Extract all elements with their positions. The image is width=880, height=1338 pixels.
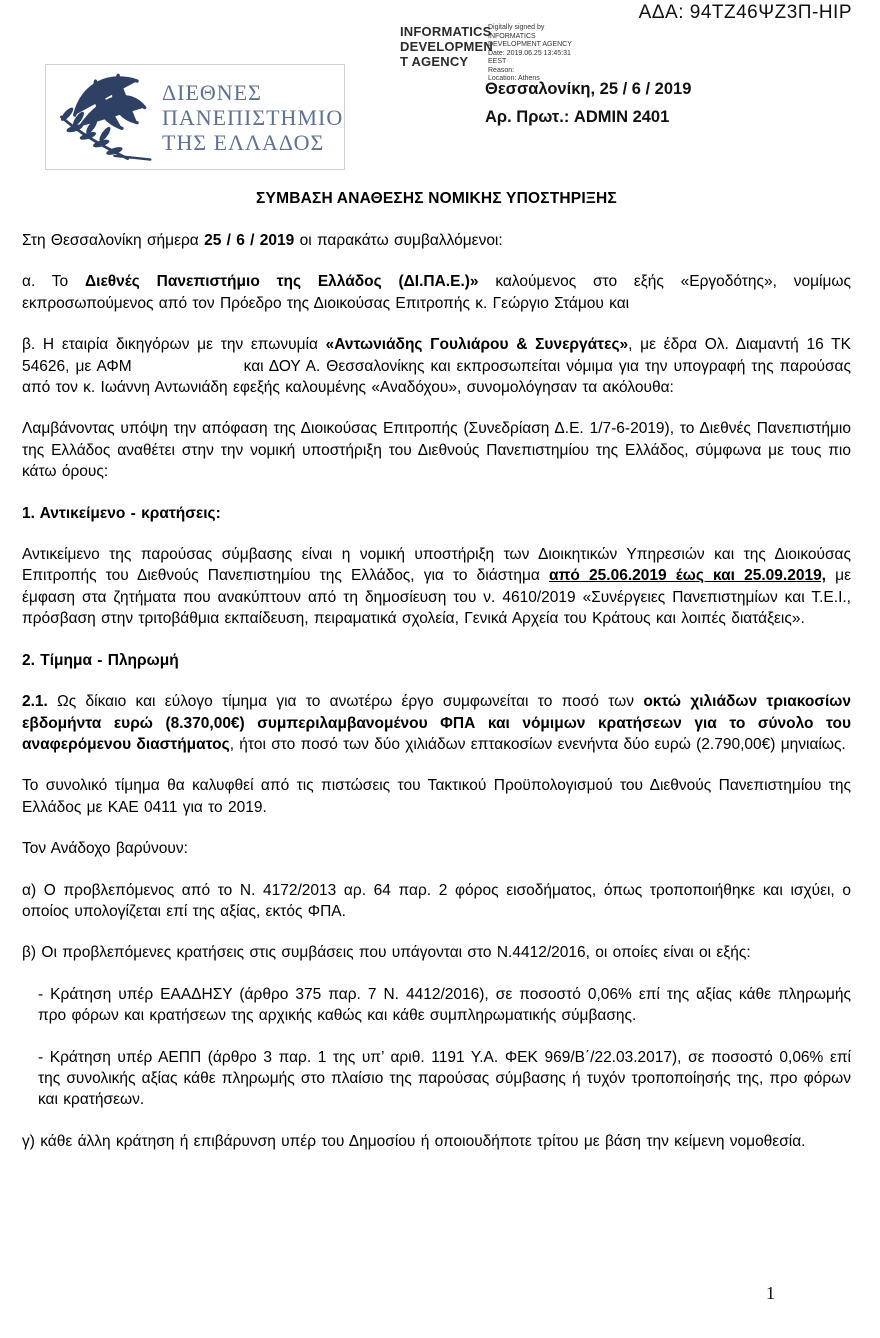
place-date-line: Θεσσαλονίκη, 25 / 6 / 2019 bbox=[485, 80, 692, 98]
party-a-paragraph: α. Το Διεθνές Πανεπιστήμιο της Ελλάδος (ΔΙ.ΠΑ.Ε.)» καλούμενος στο εξής «Εργοδότης», νομίμως εκπροσωπούμενος από τον Πρόεδρο της Διοικούσας Επιτροπής κ. Γεώργιο Στάμου και bbox=[22, 273, 851, 312]
charge-c-paragraph: γ) κάθε άλλη κράτηση ή επιβάρυνση υπέρ του Δημοσίου ή οποιουδήποτε τρίτου με βάση την κείμενη νομοθεσία. bbox=[22, 1132, 806, 1150]
contractor-charges-intro: Τον Ανάδοχο βαρύνουν: bbox=[22, 840, 188, 858]
decision-paragraph: Λαμβάνοντας υπόψη την απόφαση της Διοικούσας Επιτροπής (Συνεδρίαση Δ.Ε. 1/7-6-2019), το Διεθνές Πανεπιστήμιο της Ελλάδος αναθέτει στην την νομική υποστήριξη του Διεθνούς Πανεπιστημίου της Ελλάδος, σύμφωνα με τους πιο κάτω όρους: bbox=[22, 420, 851, 481]
protocol-number-line: Αρ. Πρωτ.: ADMIN 2401 bbox=[485, 108, 670, 126]
ada-code: ΑΔΑ: 94ΤΖ46ΨΖ3Π-ΗΙΡ bbox=[638, 2, 852, 23]
charge-a-paragraph: α) Ο προβλεπόμενος από το Ν. 4172/2013 αρ. 64 παρ. 2 φόρος εισοδήματος, όπως τροποποιήθηκε και ισχύει, ο οποίος υπολογίζεται επί της αξίας, εκτός ΦΠΑ. bbox=[22, 881, 851, 920]
deduction-aepp-paragraph: - Κράτηση υπέρ ΑΕΠΠ (άρθρο 3 παρ. 1 της υπ’ αριθ. 1191 Υ.Α. ΦΕΚ 969/Β΄/22.03.2017), σε ποσοστό 0,06% επί της συνολικής αξίας κάθε πληρωμής στο πλαίσιο της παρούσας σύμβασης ή τυχόν τροποποίησής της, προ φόρων και κρατήσεων. bbox=[38, 1048, 851, 1109]
budget-paragraph: Το συνολικό τίμημα θα καλυφθεί από τις πιστώσεις του Τακτικού Προϋπολογισμού του Διεθνούς Πανεπιστημίου της Ελλάδος με ΚΑΕ 0411 για το 2019. bbox=[22, 777, 851, 816]
globe-arcs bbox=[75, 75, 145, 128]
section-2-1-body: 2.1. Ως δίκαιο και εύλογο τίμημα για το ανωτέρω έργο συμφωνείται το ποσό των οκτώ χιλιάδων τριακοσίων εβδομήντα ευρώ (8.370,00€) συμπεριλαμβανομένου ΦΠΑ και νόμιμων κρατήσεων για το σύνολο του αναφερόμενου διαστήματος, ήτοι στο ποσό των δύο χιλιάδων επτακοσίων ενενήντα δύο ευρώ (2.790,00€) μηνιαίως. bbox=[22, 693, 851, 753]
party-b-paragraph: β. Η εταιρία δικηγόρων με την επωνυμία «Αντωνιάδης Γουλιάρου & Συνεργάτες», με έδρα Ολ. Διαμαντή 16 ΤΚ 54626, με ΑΦΜ και ΔΟΥ Α. Θεσσαλονίκης και εκπροσωπείται νόμιμα για την υπογραφή της παρούσας από τον κ. Ιωάννη Αντωνιάδη εφεξής καλουμένης «Αναδόχου», συνομολόγησαν τα ακόλουθα: bbox=[22, 336, 851, 397]
signature-details: Digitally signed by INFORMATICS DEVELOPMENT AGENCY Date: 2019.06.25 13:45:31 EEST Reason: Location: Athens bbox=[488, 24, 572, 82]
intro-paragraph: Στη Θεσσαλονίκη σήμερα 25 / 6 / 2019 οι παρακάτω συμβαλλόμενοι: bbox=[22, 232, 503, 249]
section-1-heading: 1. Αντικείμενο - κρατήσεις: bbox=[22, 504, 221, 522]
document-paragraphs bbox=[22, 230, 851, 1152]
document-title: ΣΥΜΒΑΣΗ ΑΝΑΘΕΣΗΣ ΝΟΜΙΚΗΣ ΥΠΟΣΤΗΡΙΞΗΣ bbox=[256, 190, 617, 207]
deduction-eaadhsy-paragraph: - Κράτηση υπέρ ΕΑΑΔΗΣΥ (άρθρο 375 παρ. 7 Ν. 4412/2016), σε ποσοστό 0,06% επί της αξίας κάθε πληρωμής προ φόρων και κρατήσεων της αρχικής καθώς και κάθε συμπληρωματικής σύμβασης. bbox=[38, 985, 851, 1025]
section-2-heading: 2. Τίμημα - Πληρωμή bbox=[22, 651, 179, 669]
signature-agency-name: INFORMATICS DEVELOPMEN T AGENCY bbox=[400, 24, 494, 69]
document-body bbox=[22, 190, 851, 1172]
university-logo bbox=[45, 64, 345, 170]
charge-b-paragraph: β) Οι προβλεπόμενες κρατήσεις στις συμβάσεις που υπάγονται στο Ν.4412/2016, οι οποίες είναι οι εξής: bbox=[22, 944, 751, 962]
page-number: 1 bbox=[766, 1283, 775, 1303]
digital-signature-block bbox=[400, 24, 572, 84]
university-name: ΔΙΕΘΝΕΣ ΠΑΝΕΠΙΣΤΗΜΙΟ ΤΗΣ ΕΛΛΑΔΟΣ bbox=[162, 79, 344, 155]
globe-olive-branch-icon bbox=[52, 69, 156, 165]
section-1-body: Αντικείμενο της παρούσας σύμβασης είναι η νομική υποστήριξη των Διοικητικών Υπηρεσιών και της Διοικούσας Επιτροπής του Διεθνούς Πανεπιστημίου της Ελλάδος, για το διάστημα από 25.06.2019 έως και 25.09.2019, με έμφαση στα ζητήματα που ανακύπτουν από τη δημοσίευση του ν. 4610/2019 «Συνέργειες Πανεπιστημίων και Τ.Ε.Ι., πρόσβαση στην τριτοβάθμια εκπαίδευση, πειραματικά σχολεία, Γενικά Αρχεία του Κράτους και λοιπές διατάξεις». bbox=[22, 546, 851, 628]
